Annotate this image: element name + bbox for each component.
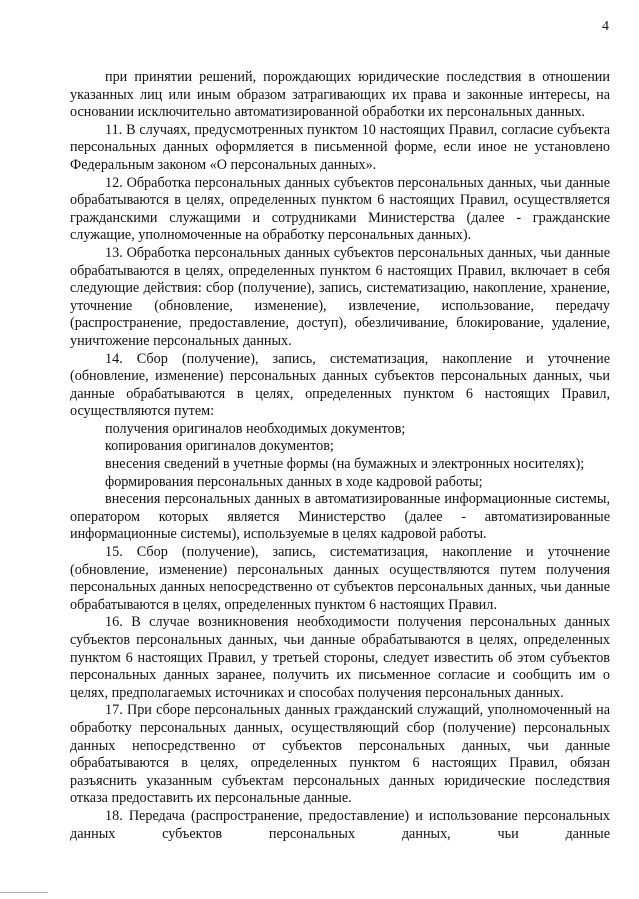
scan-edge-mark bbox=[0, 892, 48, 893]
paragraph-18: 18. Передача (распространение, предоставление) и использование персональных данных субъектов персональных данных, чьи данные bbox=[70, 807, 610, 842]
paragraph-continuation: при принятии решений, порождающих юридические последствия в отношении указанных лиц или иным образом затрагивающих их права и законные интересы, на основании исключительно автоматизированной обработки их персональных данных. bbox=[70, 69, 610, 121]
paragraph-14: 14. Сбор (получение), запись, систематизация, накопление и уточнение (обновление, изменение) персональных данных субъектов персональных данных, чьи данные обрабатываются в целях, определенных пунктом 6 настоящих Правил, осуществляются путем: bbox=[70, 350, 610, 420]
paragraph-12: 12. Обработка персональных данных субъектов персональных данных, чьи данные обрабатываются в целях, определенных пунктом 6 настоящих Правил, осуществляется гражданскими служащими и сотрудниками Министерства (далее - гражданские служащие, уполномоченные на обработку персональных данных). bbox=[70, 174, 610, 244]
list-item: получения оригиналов необходимых документов; bbox=[105, 420, 406, 437]
page-number: 4 bbox=[602, 19, 609, 34]
list-item: внесения сведений в учетные формы (на бумажных и электронных носителях); bbox=[105, 456, 585, 473]
paragraph-17: 17. При сборе персональных данных гражданский служащий, уполномоченный на обработку персональных данных, осуществляющий сбор (получение) персональных данных непосредственно от субъектов персональных данных, чьи данные обрабатываются в целях, определенных пунктом 6 настоящих Правил, обязан разъяснить указанным субъектам персональных данных юридические последствия отказа предоставить их персональные данные. bbox=[70, 702, 610, 807]
list-item: копирования оригиналов документов; bbox=[105, 438, 334, 455]
paragraph-16: 16. В случае возникновения необходимости получения персональных данных субъектов персональных данных, чьи данные обрабатываются в целях, определенных пунктом 6 настоящих Правил, у третьей стороны, следует известить об этом субъектов персональных данных заранее, получить их письменное согласие и сообщить им о целях, предполагаемых источниках и способах получения персональных данных. bbox=[70, 614, 610, 701]
paragraph-11: 11. В случаях, предусмотренных пунктом 10 настоящих Правил, согласие субъекта персональных данных оформляется в письменной форме, если иное не установлено Федеральным законом «О персональных данных». bbox=[70, 121, 610, 173]
list-item: формирования персональных данных в ходе кадровой работы; bbox=[105, 473, 483, 490]
paragraph-15: 15. Сбор (получение), запись, систематизация, накопление и уточнение (обновление, изменение) персональных данных осуществляются путем получения персональных данных непосредственно от субъектов персональных данных, чьи данные обрабатываются в целях, определенных пунктом 6 настоящих Правил. bbox=[70, 544, 610, 613]
list-item: внесения персональных данных в автоматизированные информационные системы, оператором которых является Министерство (далее - автоматизированные информационные системы), используемые в целях кадровой работы. bbox=[70, 491, 610, 543]
document-body bbox=[70, 69, 610, 843]
paragraph-13: 13. Обработка персональных данных субъектов персональных данных, чьи данные обрабатываются в целях, определенных пунктом 6 настоящих Правил, включает в себя следующие действия: сбор (получение), запись, систематизацию, накопление, хранение, уточнение (обновление, изменение), извлечение, использование, передачу (распространение, предоставление, доступ), обезличивание, блокирование, удаление, уничтожение персональных данных. bbox=[70, 244, 610, 349]
